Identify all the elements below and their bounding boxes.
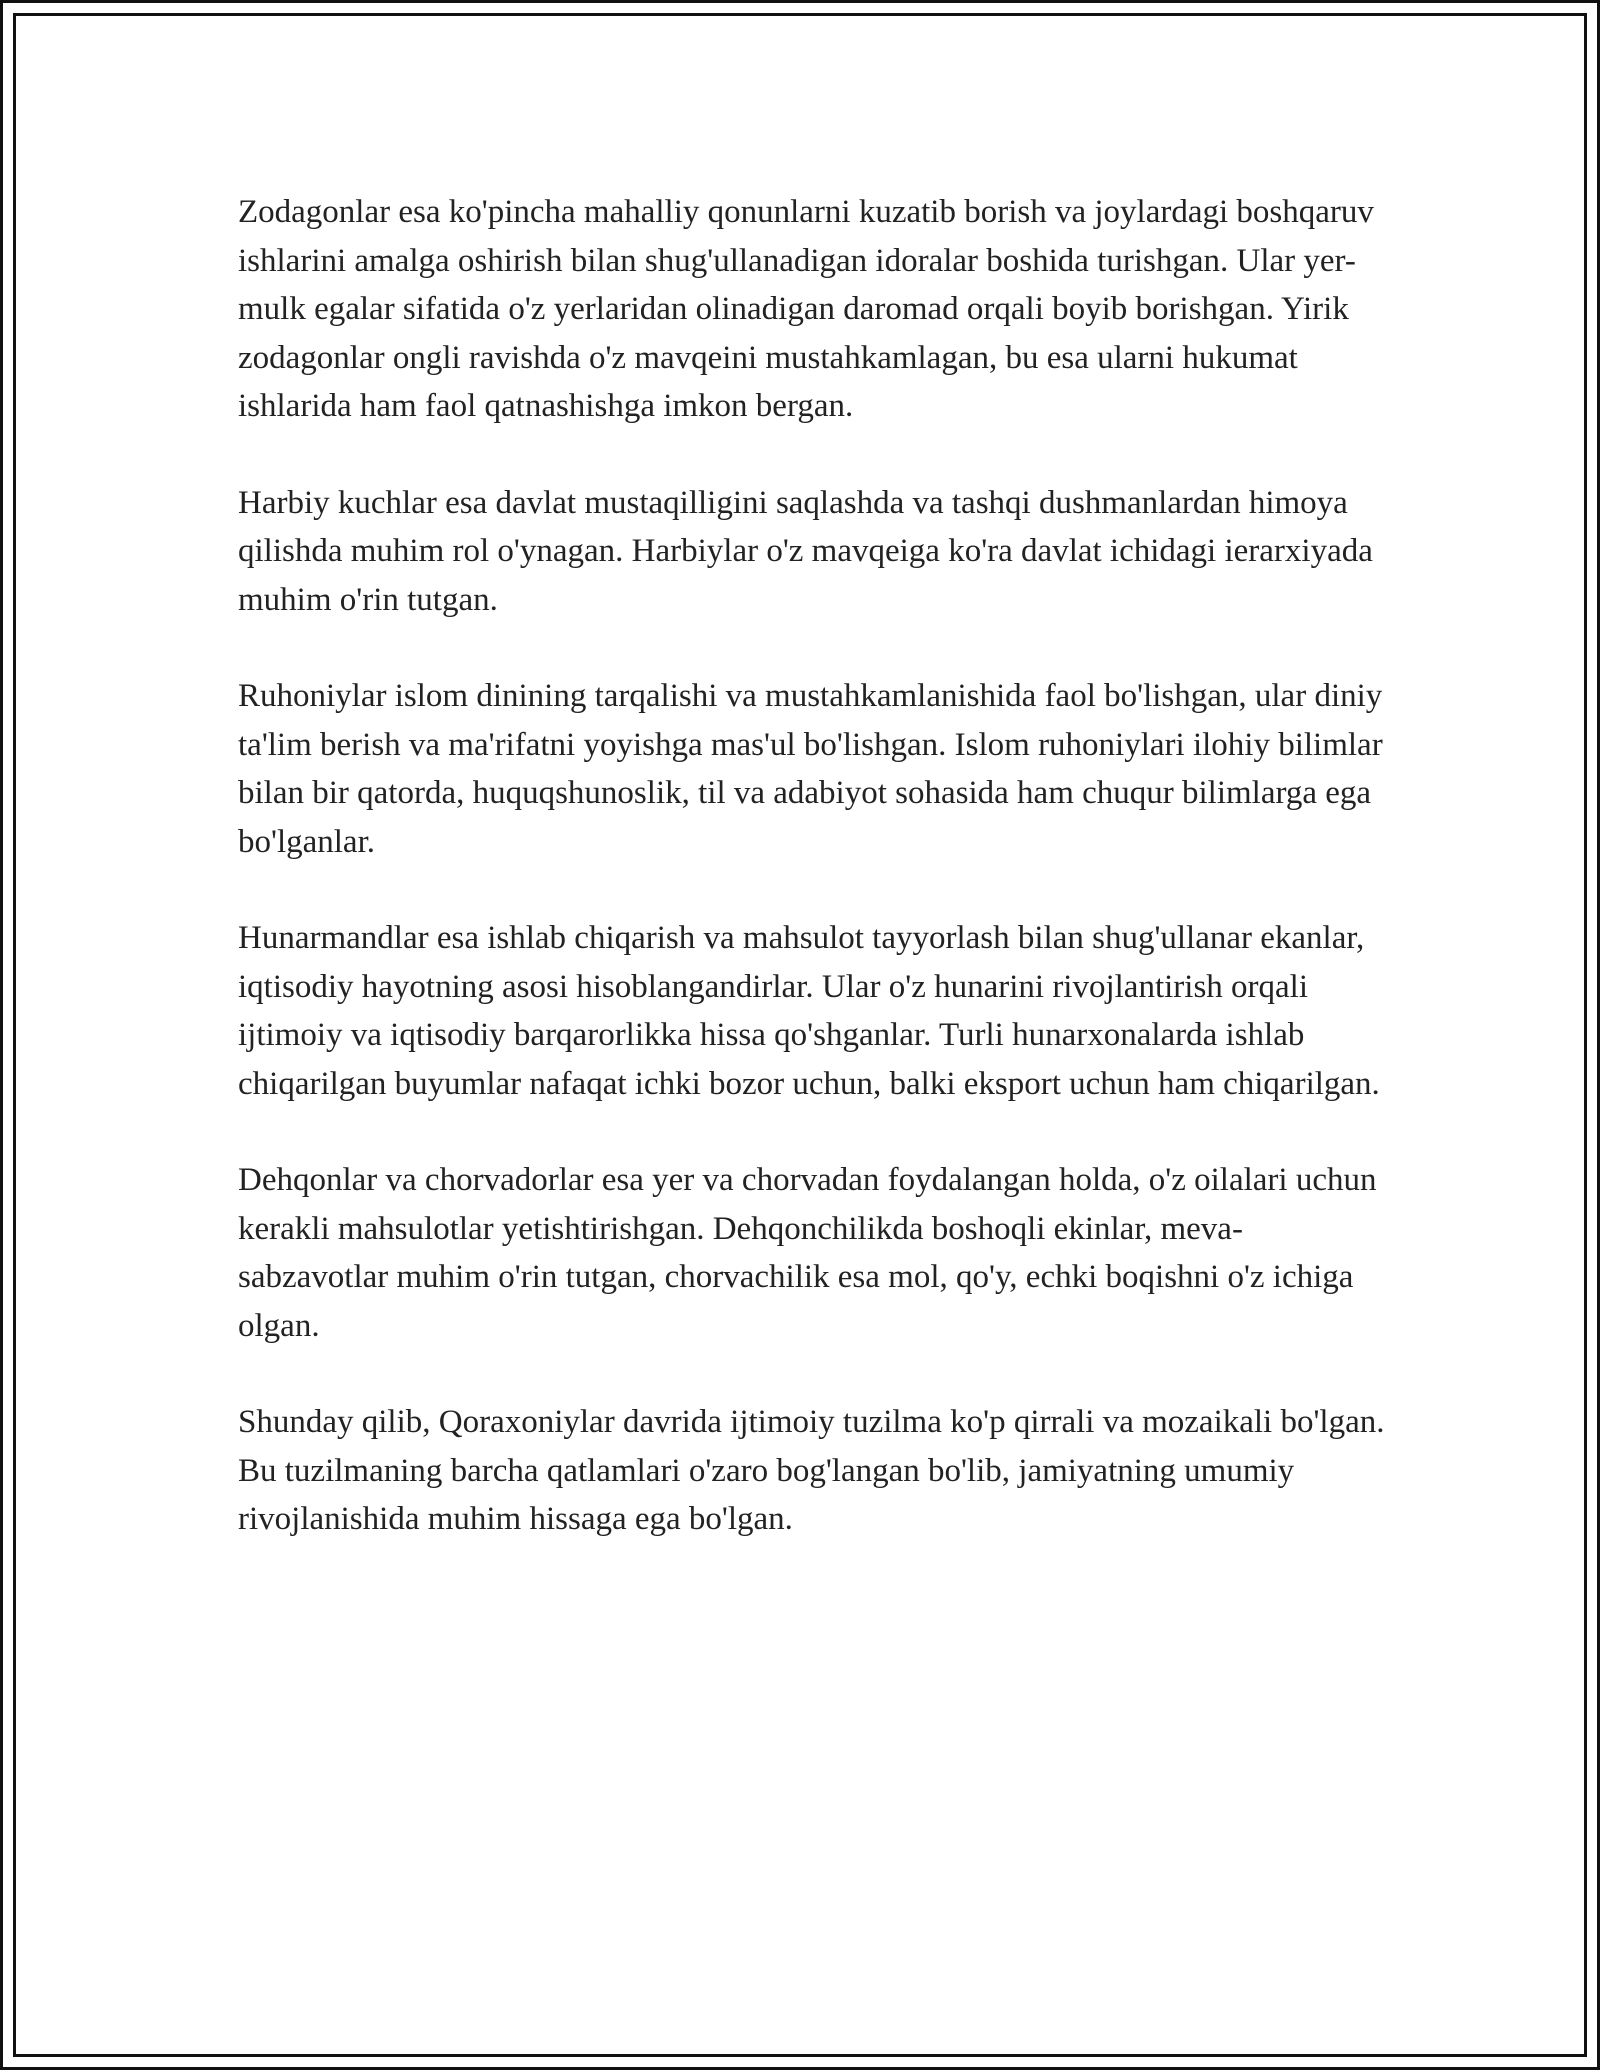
paragraph-military: Harbiy kuchlar esa davlat mustaqilligini saqlashda va tashqi dushmanlardan himoya qilishda muhim rol o'ynagan. Harbiylar o'z mavqeiga ko'ra davlat ichidagi ierarxiyada muhim o'rin tutgan. — [238, 484, 1373, 618]
paragraph-nobles: Zodagonlar esa ko'pincha mahalliy qonunlarni kuzatib borish va joylardagi boshqaruv ishlarini amalga oshirish bilan shug'ullanadigan idoralar boshida turishgan. Ular yer-mulk egalar sifatida o'z yerlaridan olinadigan daromad orqali boyib borishgan. Yirik zodagonlar ongli ravishda o'z mavqeini mustahkamlagan, bu esa ularni hukumat ishlarida ham faol qatnashishga imkon bergan. — [238, 194, 1374, 424]
paragraph-conclusion: Shunday qilib, Qoraxoniylar davrida ijtimoiy tuzilma ko'p qirrali va mozaikali bo'lgan. Bu tuzilmaning barcha qatlamlari o'zaro bog'langan bo'lib, jamiyatning umumiy rivojlanishida muhim hissaga ega bo'lgan. — [238, 1404, 1385, 1537]
document-body — [238, 188, 1388, 1592]
paragraph-clergy: Ruhoniylar islom dinining tarqalishi va mustahkamlanishida faol bo'lishgan, ular diniy ta'lim berish va ma'rifatni yoyishga mas'ul bo'lishgan. Islom ruhoniylari ilohiy bilimlar bilan bir qatorda, huquqshunoslik, til va adabiyot sohasida ham chuqur bilimlarga ega bo'lganlar. — [238, 678, 1383, 860]
paragraph-artisans: Hunarmandlar esa ishlab chiqarish va mahsulot tayyorlash bilan shug'ullanar ekanlar, iqtisodiy hayotning asosi hisoblangandirlar. Ular o'z hunarini rivojlantirish orqali ijtimoiy va iqtisodiy barqarorlikka hissa qo'shganlar. Turli hunarxonalarda ishlab chiqarilgan buyumlar nafaqat ichki bozor uchun, balki eksport uchun ham chiqarilgan. — [238, 920, 1380, 1102]
paragraph-farmers: Dehqonlar va chorvadorlar esa yer va chorvadan foydalangan holda, o'z oilalari uchun kerakli mahsulotlar yetishtirishgan. Dehqonchilikda boshoqli ekinlar, meva-sabzavotlar muhim o'rin tutgan, chorvachilik esa mol, qo'y, echki boqishni o'z ichiga olgan. — [238, 1162, 1377, 1344]
